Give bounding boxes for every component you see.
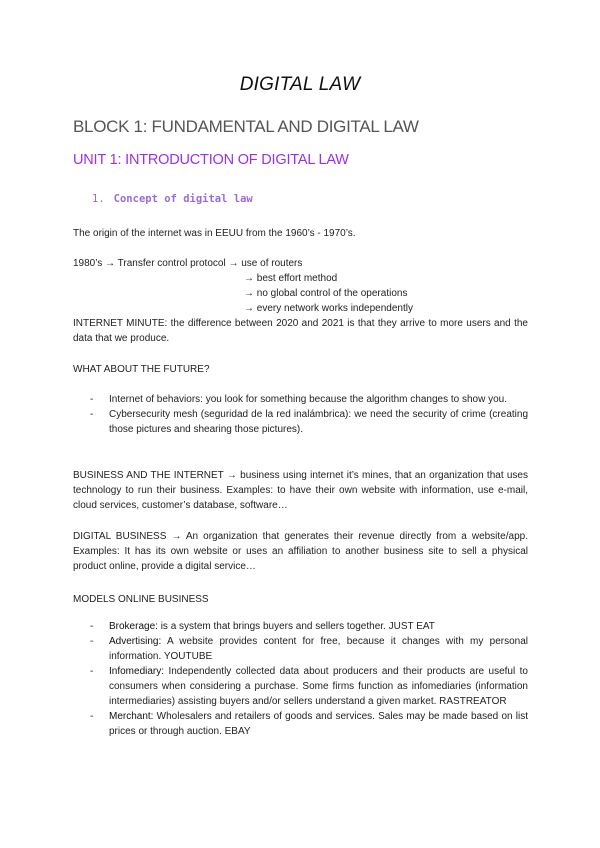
- list-item: - Cybersecurity mesh (seguridad de la red inalámbrica): we need the security of crime (creating those pictures and shearing those pictures).: [90, 409, 528, 435]
- list-item: [73, 664, 528, 709]
- protocol-sub-item: → no global control of the operations: [244, 288, 408, 299]
- list-dash: -: [90, 666, 94, 677]
- list-item: [73, 709, 528, 739]
- model-term: Merchant:: [109, 711, 154, 722]
- list-dash: -: [90, 409, 94, 420]
- models-heading: MODELS ONLINE BUSINESS: [73, 594, 209, 605]
- model-text: is a system that brings buyers and sellers together. JUST EAT: [157, 621, 435, 632]
- unit-title: UNIT 1: INTRODUCTION OF DIGITAL LAW: [73, 152, 349, 168]
- origin-paragraph: The origin of the internet was in EEUU from the 1960’s - 1970’s.: [73, 228, 356, 239]
- protocol-sub-item: → best effort method: [244, 273, 338, 284]
- protocol-sub-item: → every network works independently: [244, 303, 413, 314]
- model-term: Advertising:: [109, 636, 162, 647]
- protocol-line: 1980’s → Transfer control protocol → use of routers: [73, 258, 303, 269]
- list-item: [73, 619, 528, 634]
- model-term: Brokerage:: [109, 621, 158, 632]
- list-dash: -: [90, 394, 94, 405]
- list-item: - Internet of behaviors: you look for something because the algorithm changes to show you.: [90, 394, 508, 405]
- section-title-text: Concept of digital law: [113, 193, 253, 205]
- section-number: 1.: [92, 193, 105, 205]
- models-list: [73, 619, 528, 739]
- business-internet-paragraph: BUSINESS AND THE INTERNET → business using internet it’s mines, that an organization that uses technology to run their business. Examples: to have their own website with information, use e-mail, cloud services, customer’s database, software…: [73, 470, 528, 511]
- model-text: Wholesalers and retailers of goods and services. Sales may be made based on list prices or through auction. EBAY: [109, 711, 528, 737]
- internet-minute-paragraph: INTERNET MINUTE: the difference between 2020 and 2021 is that they arrive to more users and the data that we produce.: [73, 318, 528, 344]
- future-list: [73, 392, 528, 437]
- list-item: [73, 634, 528, 664]
- model-term: Infomediary:: [109, 666, 165, 677]
- model-text: Independently collected data about producers and their products are useful to consumers when considering a purchase. Some firms function as infomediaries (information intermediaries) assisting buyers and/or sellers understand a given market. RASTREATOR: [109, 666, 528, 707]
- model-text: A website provides content for free, because it changes with my personal information. YOUTUBE: [109, 636, 528, 662]
- list-dash: -: [90, 621, 94, 632]
- list-dash: -: [90, 636, 94, 647]
- digital-business-paragraph: DIGITAL BUSINESS → An organization that generates their revenue directly from a website/app. Examples: It has its own website or uses an affiliation to another business site to sell a physical product online, provide a digital service…: [73, 531, 528, 572]
- section-title: [92, 193, 253, 205]
- document-title: DIGITAL LAW: [239, 74, 361, 95]
- block-title: BLOCK 1: FUNDAMENTAL AND DIGITAL LAW: [73, 117, 419, 136]
- future-heading: WHAT ABOUT THE FUTURE?: [73, 364, 210, 375]
- list-dash: -: [90, 711, 94, 722]
